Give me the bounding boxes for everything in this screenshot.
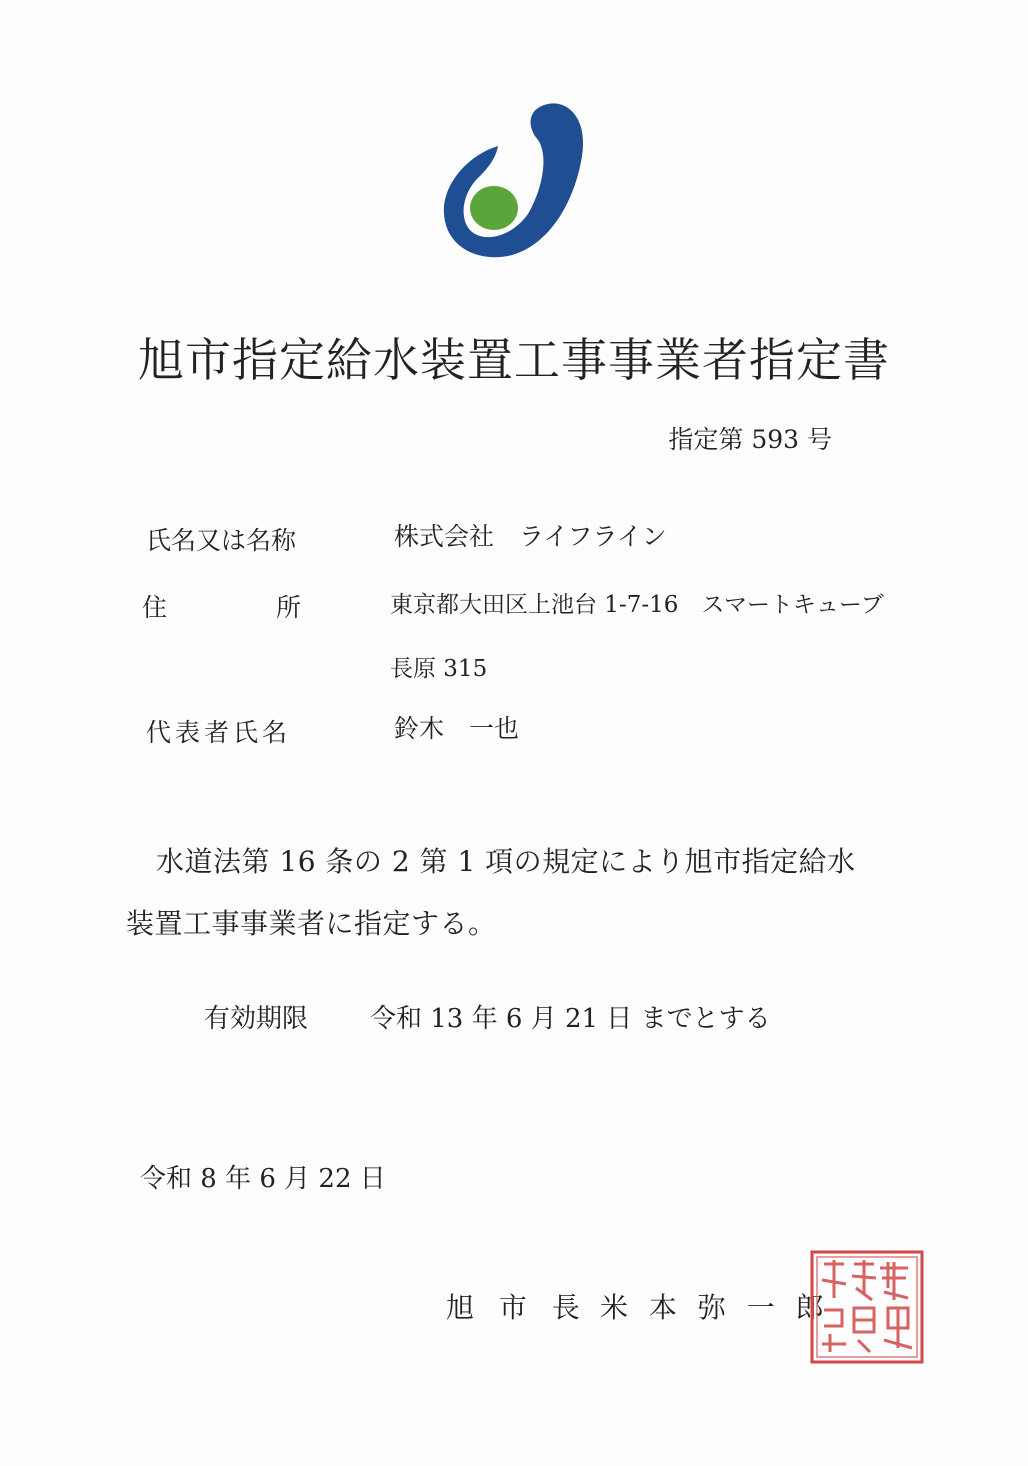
representative-value: 鈴木 一也 [394,714,520,743]
representative-label: 代表者氏名 [146,718,292,747]
address-line-2: 長原 315 [390,656,488,682]
validity-label: 有効期限 [204,1004,309,1034]
city-logo-icon [436,96,596,262]
validity-value: 令和 13 年 6 月 21 日 までとする [370,1004,771,1034]
address-line-1: 東京都大田区上池台 1-7-16 スマートキューブ [390,592,884,618]
mayor-name: 米 本 弥 一 郎 [600,1291,830,1324]
designation-number: 指定第 593 号 [668,425,832,454]
name-label: 氏名又は名称 [146,526,297,555]
statement-line-2: 装置工事事業者に指定する。 [126,907,497,940]
address-label-second: 所 [276,593,302,622]
name-value: 株式会社 ライフライン [394,522,667,551]
official-seal-icon [808,1248,926,1366]
address-label-first: 住 [142,593,168,622]
statement-line-1: 水道法第 16 条の 2 第 1 項の規定により旭市指定給水 [156,845,856,878]
mayor-title: 旭 市 長 [446,1291,588,1324]
document-title: 旭市指定給水装置工事事業者指定書 [138,333,890,387]
issue-date: 令和 8 年 6 月 22 日 [140,1164,386,1194]
